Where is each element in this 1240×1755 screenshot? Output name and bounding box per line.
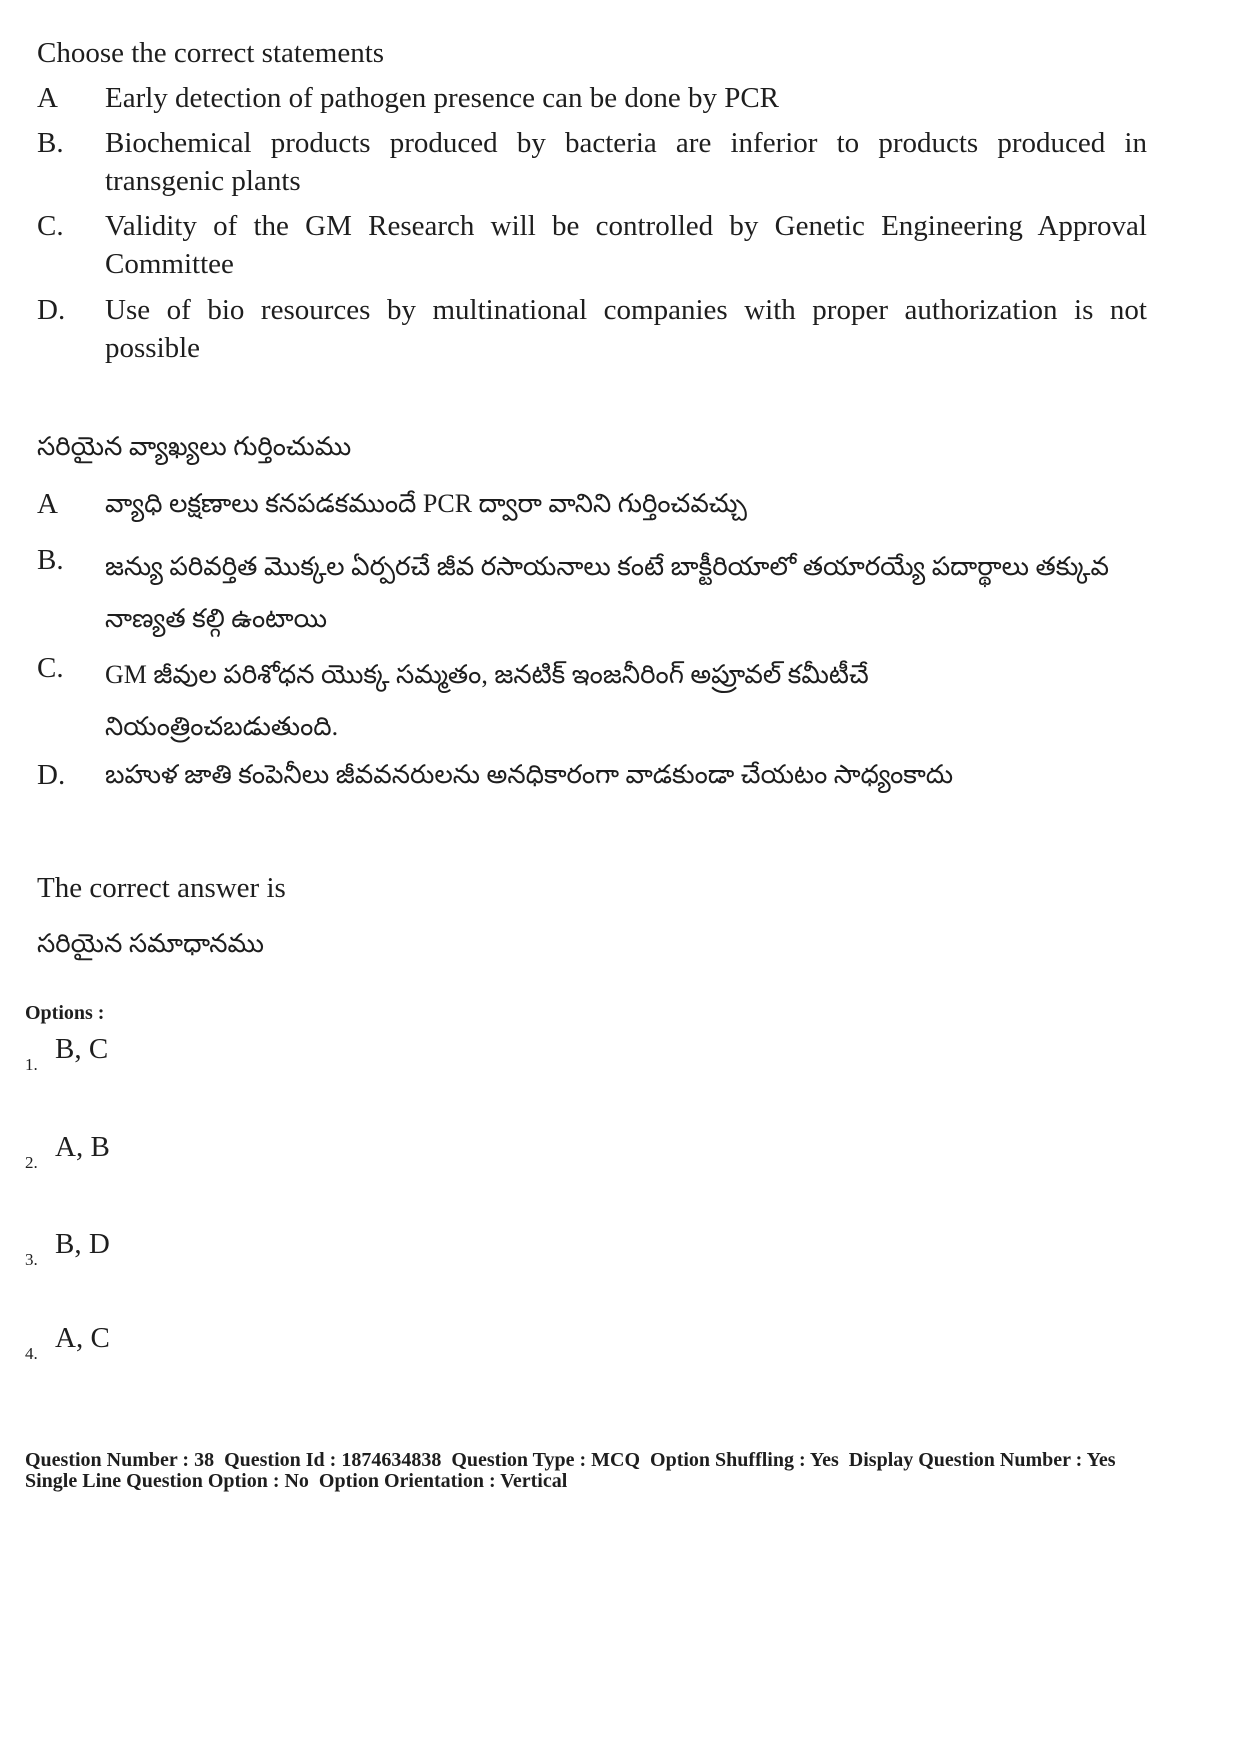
option-number: 1. <box>25 1055 38 1074</box>
statement-text: Use of bio resources by multinational companies with proper authorization is not possible <box>105 294 1147 364</box>
answer-prompt-en: The correct answer is <box>37 872 286 904</box>
statement-text: Biochemical products produced by bacteria are inferior to products produced in transgenic plants <box>105 127 1147 197</box>
statement-text: బహుళ జాతి కంపెనీలు జీవవనరులను అనధికారంగా వాడకుండా చేయటం సాధ్యంకాదు <box>105 760 954 789</box>
answer-prompt-te: సరియైన సమాధానము <box>37 929 264 958</box>
statement-label: B. <box>37 544 64 576</box>
option-value: A, B <box>55 1131 110 1163</box>
statement-label: D. <box>37 759 66 791</box>
statement-label: B. <box>37 127 64 159</box>
option-value: B, C <box>55 1033 109 1065</box>
statement-text: వ్యాధి లక్షణాలు కనపడకముందే PCR ద్వారా వానిని గుర్తించవచ్చు <box>105 489 747 518</box>
option-number: 4. <box>25 1344 38 1363</box>
option-number: 2. <box>25 1153 38 1172</box>
statement-label: A <box>37 82 58 114</box>
statement-text: జన్యు పరివర్తిత మొక్కల ఏర్పరచే జీవ రసాయనాలు కంటే బాక్టీరియాలో తయారయ్యే పదార్థాలు తక్కువ నాణ్యత కల్గి ఉంటాయి <box>105 552 1109 633</box>
metadata-line-1: Question Number : 38 Question Id : 1874634838 Question Type : MCQ Option Shuffling : Yes Display Question Number : Yes <box>25 1449 1116 1471</box>
question-prompt-en: Choose the correct statements <box>37 37 385 69</box>
question-metadata <box>25 1450 1225 1492</box>
statement-text: Validity of the GM Research will be controlled by Genetic Engineering Approval Committee <box>105 210 1147 280</box>
option-value: B, D <box>55 1228 110 1260</box>
statement-label: C. <box>37 210 64 242</box>
statement-label: A <box>37 488 58 520</box>
metadata-line-2: Single Line Question Option : No Option Orientation : Vertical <box>25 1470 568 1492</box>
option-number: 3. <box>25 1250 38 1269</box>
options-label: Options : <box>25 1002 105 1024</box>
question-prompt-te: సరియైన వ్యాఖ్యలు గుర్తించుము <box>37 432 352 461</box>
statement-text: GM జీవుల పరిశోధన యొక్క సమ్మతం, జనటిక్ ఇంజనీరింగ్ అప్రూవల్ కమీటీచే నియంత్రించబడుతుంది. <box>105 660 869 741</box>
option-value: A, C <box>55 1322 110 1354</box>
statement-label: C. <box>37 652 64 684</box>
statement-text: Early detection of pathogen presence can be done by PCR <box>105 82 780 114</box>
statement-label: D. <box>37 294 66 326</box>
